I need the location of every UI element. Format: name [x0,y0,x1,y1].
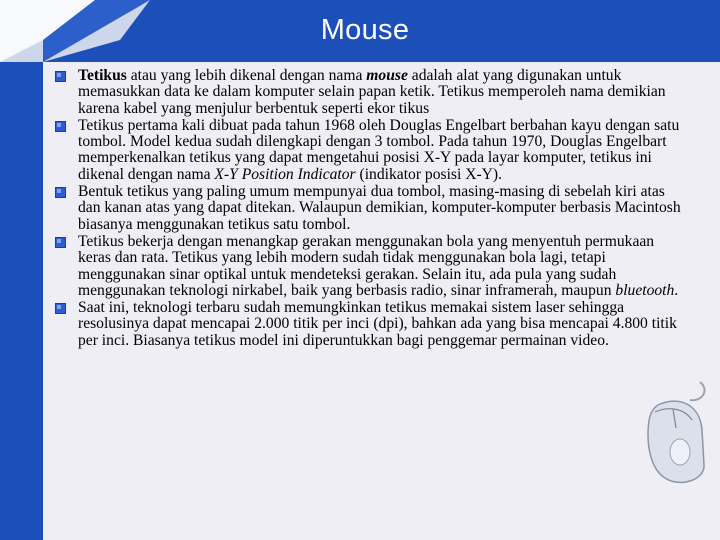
computer-mouse-icon [640,380,715,490]
bullet-2-text-a: Tetikus pertama kali dibuat pada tahun 1968 oleh Douglas Engelbart berbahan kayu dengan satu tombol. Model kedua sudah dilengkapi dengan 3 tombol. Pada tahun 1970, Douglas Engelbart memperkenalkan tetikus yang dapat mengetahui posisi X-Y pada layar komputer, tetikus ini dikenal dengan nama [78,116,680,183]
bullet-item-4 [55,234,685,299]
square-bullet-icon [55,237,66,248]
bullet-4-emphasis: bluetooth [615,281,675,299]
square-bullet-icon [55,121,66,132]
bullet-1-text-a: atau yang lebih dikenal dengan nama [126,67,367,84]
square-bullet-icon [55,187,66,198]
bullet-item-5 [55,300,685,349]
bullet-5-text: Saat ini, teknologi terbaru sudah memungkinkan tetikus memakai sistem laser sehingga resolusinya dapat mencapai 2.000 titik per inci (dpi), bahkan ada yang bisa mencapai 4.800 titik per inci. Biasanya tetikus model ini diperuntukkan bagi penggemar permainan video. [78,299,677,349]
bullet-3-text: Bentuk tetikus yang paling umum mempunyai dua tombol, masing-masing di sebelah kiri atas dan kanan atas yang dapat ditekan. Walaupun demikian, komputer-komputer berbasis Macintosh biasanya menggunakan tetikus satu tombol. [78,183,681,233]
bullet-list [55,68,685,350]
bullet-item-2 [55,118,685,183]
bullet-item-1 [55,68,685,117]
square-bullet-icon [55,71,66,82]
slide-title: Mouse [320,14,410,46]
bullet-2-emphasis: X-Y Position Indicator [214,165,356,183]
bullet-2-text-b: (indikator posisi X-Y). [355,165,503,183]
square-bullet-icon [55,303,66,314]
left-accent-bar [0,62,43,540]
bullet-item-3 [55,184,685,233]
bullet-1-text-b: adalah alat yang digunakan untuk memasukkan data ke dalam komputer selain papan ketik. Tetikus memperoleh nama demikian karena kabel yang menjulur berbentuk seperti ekor tikus [78,67,666,117]
term-tetikus: Tetikus [78,67,127,84]
term-mouse: mouse [366,67,408,84]
bullet-4-text-b: . [674,281,679,299]
bullet-4-text-a: Tetikus bekerja dengan menangkap gerakan menggunakan bola yang menyentuh permukaan keras dan rata. Tetikus yang lebih modern sudah tidak menggunakan bola lagi, tetapi menggunakan sinar optikal untuk mendeteksi gerakan. Selain itu, ada pula yang sudah menggunakan teknologi nirkabel, baik yang berbasis radio, sinar inframerah, maupun [78,232,655,299]
